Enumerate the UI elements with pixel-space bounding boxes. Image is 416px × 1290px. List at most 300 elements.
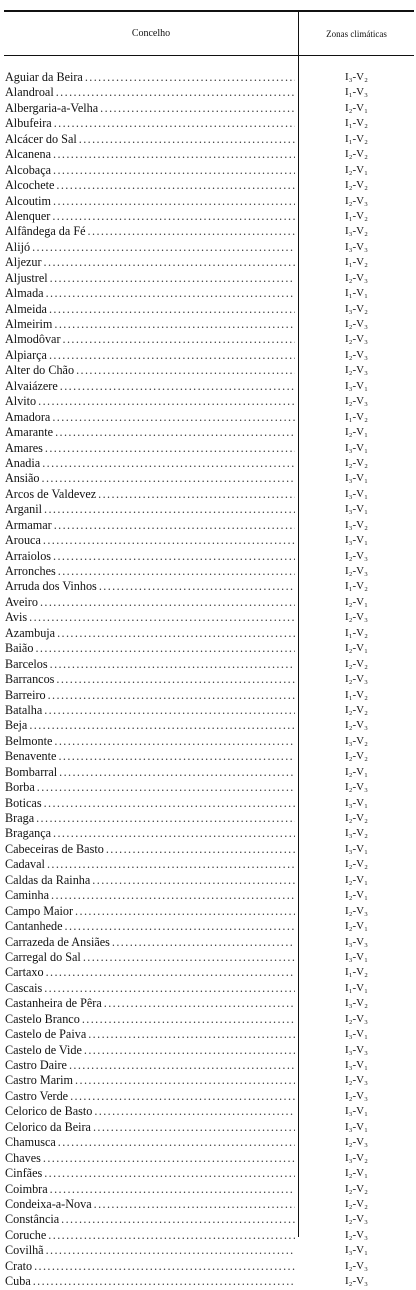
- table-row: [0, 935, 416, 950]
- concelho-cell: [5, 487, 295, 502]
- dot-leader: [44, 1166, 295, 1181]
- table-row: [0, 518, 416, 533]
- concelho-cell: [5, 672, 295, 687]
- concelho-cell: [5, 1043, 295, 1058]
- table-row: [0, 1166, 416, 1181]
- concelho-name: Cinfães: [5, 1166, 43, 1181]
- dot-leader: [94, 1104, 295, 1119]
- table-row: [0, 302, 416, 317]
- concelho-cell: [5, 765, 295, 780]
- concelho-table-body: [0, 70, 416, 1290]
- climate-zone-value: I₃-V₁: [345, 379, 368, 392]
- concelho-cell: [5, 271, 295, 286]
- concelho-name: Barrancos: [5, 672, 55, 687]
- table-row: [0, 579, 416, 594]
- concelho-name: Cartaxo: [5, 965, 44, 980]
- climate-zone-value: I₂-V₁: [345, 642, 368, 655]
- concelho-name: Albufeira: [5, 116, 52, 131]
- table-row: [0, 194, 416, 209]
- table-row: [0, 487, 416, 502]
- table-row: [0, 641, 416, 656]
- concelho-name: Cuba: [5, 1274, 31, 1289]
- table-row: [0, 456, 416, 471]
- dot-leader: [79, 132, 295, 147]
- dot-leader: [37, 780, 295, 795]
- concelho-cell: [5, 1120, 295, 1135]
- dot-leader: [75, 1073, 295, 1088]
- concelho-cell: [5, 209, 295, 224]
- table-row: [0, 224, 416, 239]
- dot-leader: [43, 533, 295, 548]
- dot-leader: [45, 441, 295, 456]
- dot-leader: [85, 70, 295, 85]
- concelho-name: Almada: [5, 286, 44, 301]
- climate-zone-value: I₂-V₃: [345, 565, 368, 577]
- dot-leader: [84, 1043, 295, 1058]
- concelho-cell: [5, 348, 295, 363]
- header-bottom-rule: [4, 55, 414, 56]
- dot-leader: [35, 641, 295, 656]
- climate-zone-value: I₂-V₁: [345, 163, 368, 176]
- table-row: [0, 441, 416, 456]
- dot-leader: [29, 610, 295, 625]
- concelho-name: Crato: [5, 1258, 33, 1273]
- dot-leader: [38, 394, 295, 409]
- dot-leader: [48, 1228, 295, 1243]
- dot-leader: [106, 842, 295, 857]
- concelho-name: Aveiro: [5, 594, 38, 609]
- climate-zone-value: I₁-V₂: [345, 132, 368, 145]
- concelho-name: Benavente: [5, 749, 57, 764]
- dot-leader: [53, 147, 295, 162]
- table-row: [0, 116, 416, 131]
- concelho-name: Almodôvar: [5, 332, 61, 347]
- dot-leader: [50, 1182, 295, 1197]
- climate-zone-value: I₂-V₃: [345, 1012, 368, 1025]
- table-row: [0, 1274, 416, 1289]
- table-row: [0, 749, 416, 764]
- climate-zone-value: I₁-V₂: [345, 256, 368, 269]
- climate-zone-value: I₂-V₃: [345, 1259, 368, 1272]
- table-row: [0, 610, 416, 625]
- dot-leader: [36, 811, 295, 826]
- climate-zone-value: I₃-V₁: [345, 950, 368, 963]
- dot-leader: [56, 672, 295, 687]
- dot-leader: [70, 1089, 295, 1104]
- table-row: [0, 147, 416, 162]
- table-row: [0, 919, 416, 934]
- climate-zone-value: I₃-V₁: [345, 487, 368, 500]
- table-row: [0, 471, 416, 486]
- concelho-name: Belmonte: [5, 733, 53, 748]
- climate-zone-value: I₂-V₃: [345, 395, 368, 408]
- climate-zone-value: I₁-V₂: [345, 580, 368, 593]
- concelho-cell: [5, 610, 295, 625]
- concelho-name: Alfândega da Fé: [5, 224, 86, 239]
- concelho-name: Aljezur: [5, 255, 42, 270]
- concelho-name: Arcos de Valdevez: [5, 486, 97, 501]
- dot-leader: [88, 1027, 295, 1042]
- concelho-cell: [5, 116, 295, 131]
- concelho-cell: [5, 564, 295, 579]
- concelho-name: Arronches: [5, 564, 56, 578]
- table-row: [0, 811, 416, 826]
- concelho-cell: [5, 718, 295, 733]
- dot-leader: [50, 657, 295, 672]
- dot-leader: [52, 209, 295, 224]
- dot-leader: [51, 888, 295, 903]
- concelho-name: Alcobaça: [5, 162, 52, 177]
- table-row: [0, 857, 416, 872]
- concelho-cell: [5, 965, 295, 980]
- dot-leader: [42, 456, 295, 471]
- concelho-cell: [5, 811, 295, 826]
- climate-zone-value: I₂-V₂: [345, 1197, 368, 1210]
- concelho-cell: [5, 873, 295, 888]
- concelho-name: Arraiolos: [5, 548, 52, 563]
- table-row: [0, 657, 416, 672]
- concelho-cell: [5, 996, 295, 1011]
- concelho-cell: [5, 641, 295, 656]
- climate-zone-value: I₂-V₁: [345, 920, 368, 933]
- dot-leader: [53, 826, 295, 841]
- table-row: [0, 1058, 416, 1073]
- table-row: [0, 1120, 416, 1135]
- dot-leader: [94, 1197, 295, 1212]
- table-row: [0, 425, 416, 440]
- table-row: [0, 796, 416, 811]
- concelho-cell: [5, 950, 295, 965]
- climate-zone-value: I₂-V₂: [345, 812, 368, 824]
- concelho-cell: [5, 1012, 295, 1027]
- concelho-name: Cabeceiras de Basto: [5, 841, 104, 856]
- dot-leader: [98, 487, 295, 502]
- concelho-name: Ansião: [5, 471, 40, 486]
- dot-leader: [54, 518, 295, 533]
- concelho-name: Arganil: [5, 502, 43, 517]
- concelho-name: Amares: [5, 440, 43, 455]
- climate-zone-value: I₃-V₂: [345, 997, 368, 1010]
- concelho-name: Constância: [5, 1212, 60, 1227]
- climate-zone-value: I₂-V₃: [345, 1089, 368, 1102]
- climate-zone-value: I₂-V₁: [345, 101, 368, 114]
- concelho-name: Arouca: [5, 533, 41, 548]
- concelho-name: Amadora: [5, 409, 51, 424]
- climate-zone-value: I₂-V₃: [345, 1275, 368, 1288]
- table-row: [0, 765, 416, 780]
- dot-leader: [57, 626, 295, 641]
- table-row: [0, 950, 416, 965]
- concelho-cell: [5, 703, 295, 718]
- climate-zone-value: I₃-V₃: [345, 1043, 368, 1056]
- concelho-cell: [5, 1151, 295, 1166]
- concelho-name: Carregal do Sal: [5, 949, 81, 964]
- table-row: [0, 1012, 416, 1027]
- concelho-name: Alandroal: [5, 85, 54, 100]
- concelho-name: Alcanena: [5, 147, 52, 162]
- table-row: [0, 549, 416, 564]
- table-row: [0, 996, 416, 1011]
- concelho-name: Boticas: [5, 795, 42, 810]
- concelho-cell: [5, 224, 295, 239]
- dot-leader: [83, 950, 295, 965]
- dot-leader: [49, 348, 295, 363]
- concelho-cell: [5, 935, 295, 950]
- concelho-cell: [5, 132, 295, 147]
- concelho-name: Arruda dos Vinhos: [5, 579, 97, 594]
- dot-leader: [56, 85, 295, 100]
- climate-zone-value: I₂-V₂: [345, 1182, 368, 1195]
- concelho-cell: [5, 410, 295, 425]
- dot-leader: [56, 178, 295, 193]
- concelho-name: Carrazeda de Ansiães: [5, 934, 110, 949]
- concelho-cell: [5, 1073, 295, 1088]
- concelho-name: Albergaria-a-Velha: [5, 100, 99, 115]
- concelho-name: Bombarral: [5, 764, 58, 779]
- table-row: [0, 348, 416, 363]
- climate-zone-value: I₂-V₃: [345, 348, 368, 361]
- concelho-cell: [5, 1274, 295, 1289]
- concelho-cell: [5, 1228, 295, 1243]
- concelho-cell: [5, 286, 295, 301]
- table-row: [0, 410, 416, 425]
- concelho-cell: [5, 1058, 295, 1073]
- table-row: [0, 672, 416, 687]
- table-row: [0, 70, 416, 85]
- table-row: [0, 209, 416, 224]
- concelho-name: Celorico da Beira: [5, 1119, 91, 1134]
- concelho-cell: [5, 163, 295, 178]
- dot-leader: [44, 255, 295, 270]
- concelho-cell: [5, 533, 295, 548]
- concelho-name: Alcoutim: [5, 193, 52, 208]
- dot-leader: [34, 1259, 295, 1274]
- climate-zone-value: I₁-V₂: [345, 688, 368, 701]
- climate-zone-value: I₃-V₂: [345, 827, 368, 840]
- concelho-name: Azambuja: [5, 625, 56, 640]
- dot-leader: [46, 1243, 295, 1258]
- climate-zone-value: I₃-V₁: [345, 1120, 368, 1133]
- table-row: [0, 965, 416, 980]
- concelho-cell: [5, 904, 295, 919]
- concelho-cell: [5, 826, 295, 841]
- concelho-cell: [5, 734, 295, 749]
- climate-zone-value: I₂-V₃: [345, 194, 368, 207]
- concelho-name: Alvaiázere: [5, 378, 58, 393]
- table-row: [0, 873, 416, 888]
- concelho-name: Castro Marim: [5, 1073, 74, 1088]
- climate-zone-value: I₃-V₂: [345, 302, 368, 315]
- concelho-cell: [5, 101, 295, 116]
- concelho-name: Alter do Chão: [5, 363, 75, 378]
- concelho-cell: [5, 332, 295, 347]
- table-row: [0, 178, 416, 193]
- concelho-cell: [5, 1027, 295, 1042]
- concelho-cell: [5, 471, 295, 486]
- climate-zone-value: I₂-V₂: [345, 179, 368, 192]
- dot-leader: [92, 873, 295, 888]
- climate-zone-value: I₂-V₂: [345, 456, 368, 469]
- climate-zone-value: I₂-V₃: [345, 1228, 368, 1241]
- climate-zone-value: I₂-V₁: [345, 873, 368, 886]
- climate-zone-value: I₃-V₁: [345, 842, 368, 855]
- table-row: [0, 688, 416, 703]
- dot-leader: [50, 271, 295, 286]
- dot-leader: [58, 749, 295, 764]
- table-row: [0, 1182, 416, 1197]
- dot-leader: [93, 1120, 295, 1135]
- table-row: [0, 734, 416, 749]
- dot-leader: [44, 796, 295, 811]
- concelho-cell: [5, 919, 295, 934]
- concelho-cell: [5, 688, 295, 703]
- climate-zone-value: I₃-V₂: [345, 518, 368, 531]
- table-row: [0, 842, 416, 857]
- dot-leader: [58, 1135, 295, 1150]
- dot-leader: [33, 1274, 295, 1289]
- climate-zone-value: I₂-V₃: [345, 549, 368, 562]
- concelho-name: Condeixa-a-Nova: [5, 1196, 92, 1211]
- dot-leader: [76, 363, 295, 378]
- table-row: [0, 1043, 416, 1058]
- table-row: [0, 780, 416, 795]
- concelho-name: Almeida: [5, 301, 47, 316]
- concelho-cell: [5, 981, 295, 996]
- concelho-cell: [5, 1197, 295, 1212]
- dot-leader: [55, 425, 295, 440]
- concelho-name: Celorico de Basto: [5, 1104, 93, 1119]
- dot-leader: [112, 935, 295, 950]
- climate-zone-value: I₁-V₃: [345, 86, 368, 99]
- climate-zone-value: I₂-V₃: [345, 719, 368, 732]
- concelho-name: Cadaval: [5, 857, 45, 872]
- concelho-cell: [5, 857, 295, 872]
- table-row: [0, 981, 416, 996]
- table-row: [0, 85, 416, 100]
- concelho-name: Covilhã: [5, 1243, 44, 1258]
- climate-zone-value: I₂-V₁: [345, 765, 368, 778]
- climate-zone-value: I₂-V₂: [345, 750, 368, 763]
- climate-zone-value: I₃-V₂: [345, 734, 368, 747]
- concelho-name: Alijó: [5, 239, 31, 254]
- concelho-cell: [5, 780, 295, 795]
- climate-zone-value: I₃-V₂: [345, 225, 368, 238]
- table-row: [0, 826, 416, 841]
- dot-leader: [53, 549, 295, 564]
- concelho-name: Amarante: [5, 425, 54, 440]
- concelho-cell: [5, 888, 295, 903]
- concelho-cell: [5, 317, 295, 332]
- concelho-cell: [5, 595, 295, 610]
- table-row: [0, 564, 416, 579]
- concelho-name: Batalha: [5, 702, 43, 717]
- concelho-cell: [5, 1135, 295, 1150]
- concelho-cell: [5, 549, 295, 564]
- table-row: [0, 888, 416, 903]
- climate-zone-value: I₂-V₂: [345, 858, 368, 871]
- concelho-name: Coimbra: [5, 1181, 48, 1196]
- concelho-name: Alenquer: [5, 208, 51, 223]
- climate-zone-value: I₃-V₁: [345, 796, 368, 809]
- concelho-cell: [5, 147, 295, 162]
- concelho-cell: [5, 626, 295, 641]
- climate-zone-value: I₂-V₁: [345, 595, 368, 608]
- dot-leader: [65, 919, 295, 934]
- climate-zone-value: I₂-V₃: [345, 1213, 368, 1226]
- climate-zone-value: I₃-V₁: [345, 441, 368, 454]
- table-row: [0, 101, 416, 116]
- dot-leader: [69, 1058, 295, 1073]
- concelho-name: Aljustrel: [5, 270, 48, 285]
- climate-zone-value: I₂-V₁: [345, 889, 368, 902]
- climate-zone-value: I₁-V₂: [345, 410, 368, 423]
- dot-leader: [88, 224, 295, 239]
- climate-zone-value: I₂-V₃: [345, 673, 368, 686]
- concelho-cell: [5, 425, 295, 440]
- table-row: [0, 317, 416, 332]
- dot-leader: [42, 471, 295, 486]
- table-row: [0, 332, 416, 347]
- concelho-name: Caminha: [5, 888, 50, 903]
- table-row: [0, 1212, 416, 1227]
- concelho-name: Avis: [5, 610, 28, 625]
- concelho-name: Castelo Branco: [5, 1011, 80, 1026]
- dot-leader: [40, 595, 295, 610]
- climate-zone-value: I₃-V₁: [345, 1028, 368, 1041]
- climate-zone-value: I₃-V₁: [345, 534, 368, 547]
- dot-leader: [99, 579, 295, 594]
- column-header-zonas-climaticas: Zonas climáticas: [326, 29, 387, 39]
- table-row: [0, 379, 416, 394]
- dot-leader: [47, 857, 295, 872]
- table-row: [0, 394, 416, 409]
- concelho-cell: [5, 178, 295, 193]
- concelho-name: Anadia: [5, 455, 41, 470]
- climate-zone-value: I₂-V₃: [345, 1074, 368, 1087]
- concelho-name: Cascais: [5, 980, 43, 995]
- climate-zone-value: I₁-V₂: [345, 966, 368, 979]
- concelho-cell: [5, 1182, 295, 1197]
- table-row: [0, 1089, 416, 1104]
- dot-leader: [44, 703, 295, 718]
- climate-zone-value: I₃-V₃: [345, 240, 368, 253]
- climate-zone-value: I₃-V₁: [345, 1244, 368, 1257]
- table-row: [0, 718, 416, 733]
- climate-zone-value: I₂-V₃: [345, 364, 368, 377]
- concelho-name: Bragança: [5, 826, 52, 841]
- column-header-concelho: Concelho: [131, 28, 171, 39]
- climate-zone-value: I₂-V₃: [345, 333, 368, 346]
- concelho-name: Borba: [5, 780, 35, 795]
- table-row: [0, 132, 416, 147]
- table-row: [0, 502, 416, 517]
- dot-leader: [60, 379, 295, 394]
- table-row: [0, 363, 416, 378]
- table-row: [0, 703, 416, 718]
- climate-zone-value: I₂-V₃: [345, 318, 368, 330]
- dot-leader: [61, 1212, 295, 1227]
- table-row: [0, 1243, 416, 1258]
- climate-zone-value: I₁-V₂: [345, 209, 368, 222]
- concelho-cell: [5, 1089, 295, 1104]
- climate-zone-value: I₂-V₁: [345, 1167, 368, 1180]
- concelho-cell: [5, 842, 295, 857]
- dot-leader: [53, 194, 295, 209]
- dot-leader: [82, 1012, 295, 1027]
- dot-leader: [43, 1151, 295, 1166]
- dot-leader: [29, 718, 295, 733]
- concelho-cell: [5, 502, 295, 517]
